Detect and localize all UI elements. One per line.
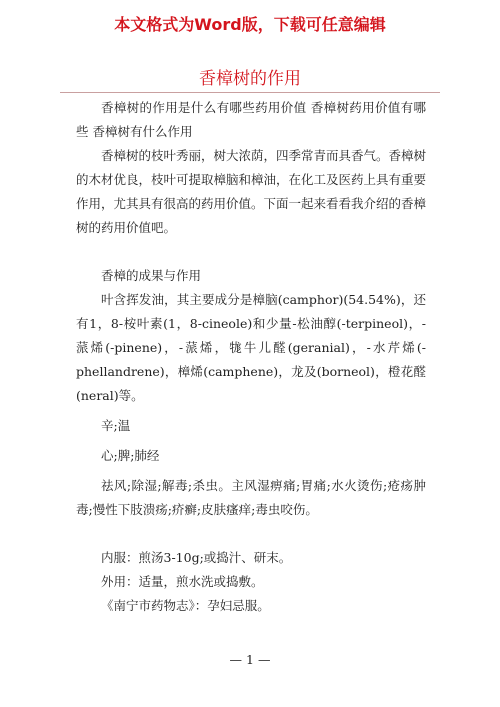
word-format-banner: 本文格式为Word版，下载可任意编辑 [114,15,386,34]
property-paragraph: 辛;温 [101,418,131,433]
page-number: — 1 — [229,652,271,667]
section-heading: 香樟的成果与作用 [101,268,202,283]
header-divider [60,92,440,93]
intro-paragraph: 香樟树的作用是什么有哪些药用价值 香樟树药用价值有哪些 香樟树有什么作用 [76,100,426,139]
meridian-paragraph: 心;脾;肺经 [101,448,160,463]
caution-paragraph: 《南宁市药物志》：孕妇忌服。 [101,598,270,613]
composition-paragraph: 叶含挥发油，其主要成分是樟脑(camphor)(54.54%)，还有1，8-桉叶素(1，8-cineole)和少量-松油醇(-terpineol)，-蒎烯(-pinene)，-蒎烯，牻牛儿醛(geranial)，-水芹烯(-phellandrene)，樟烯(camphene)，龙及(borneol)，橙花醛(neral)等。 [76,292,426,403]
external-use-paragraph: 外用：适量，煎水洗或捣敷。 [101,574,264,589]
page-title: 香樟树的作用 [199,69,301,89]
efficacy-paragraph: 祛风;除湿;解毒;杀虫。主风湿痹痛;胃痛;水火烫伤;疮疡肿毒;慢性下肢溃疡;疥癣;皮肤瘙痒;毒虫咬伤。 [76,478,426,517]
document-body [76,96,426,618]
description-paragraph: 香樟树的枝叶秀丽，树大浓荫，四季常青而具香气。香樟树的木材优良，枝叶可提取樟脑和樟油，在化工及医药上具有重要作用，尤其具有很高的药用价值。下面一起来看看我介绍的香樟树的药用价值吧。 [76,148,427,235]
internal-use-paragraph: 内服：煎汤3-10g;或捣汁、研末。 [101,550,292,565]
